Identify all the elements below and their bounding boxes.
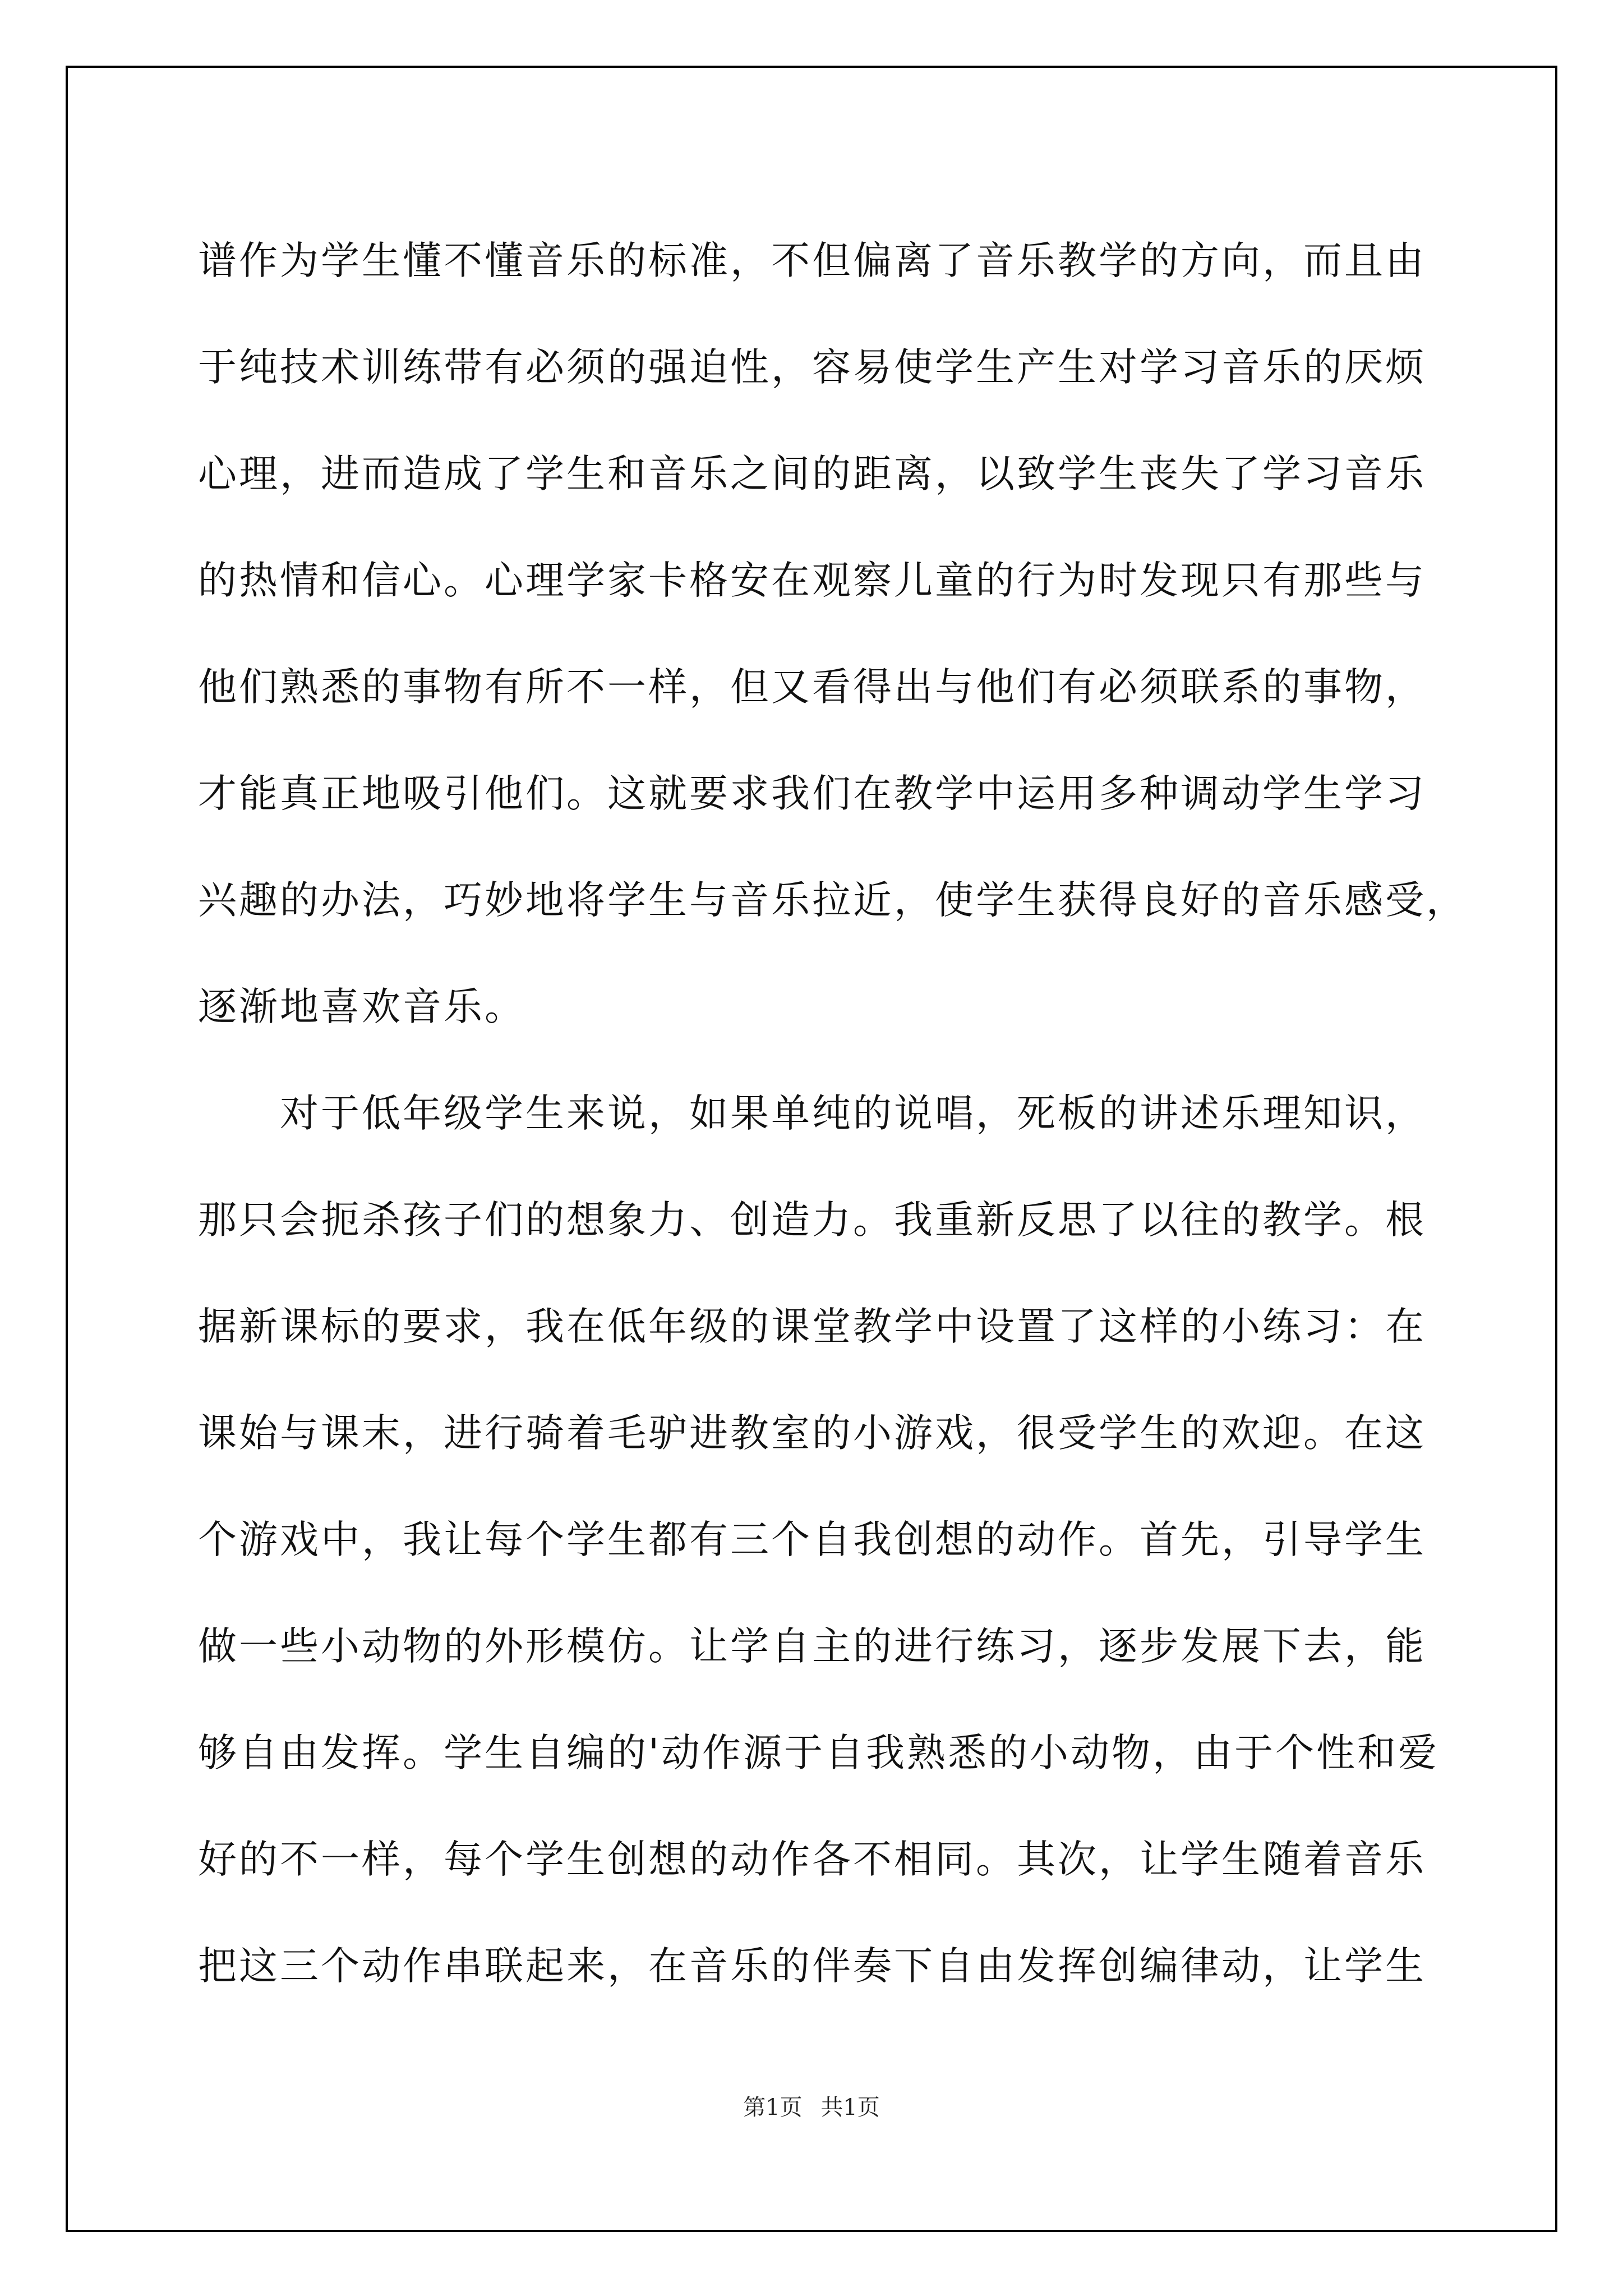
body-text: [198, 208, 1467, 2019]
text-line: 那只会扼杀孩子们的想象力、创造力。我重新反思了以往的教学。根: [198, 1198, 1426, 1243]
text-line: 个游戏中，我让每个学生都有三个自我创想的动作。首先，引导学生: [198, 1517, 1426, 1562]
text-line: 对于低年级学生来说，如果单纯的说唱，死板的讲述乐理知识，: [198, 1091, 1426, 1136]
text-line: 够自由发挥。学生自编的'动作源于自我熟悉的小动物，由于个性和爱: [198, 1731, 1439, 1775]
text-line: 谱作为学生懂不懂音乐的标准，不但偏离了音乐教学的方向，而且由: [198, 238, 1426, 283]
text-line: 心理，进而造成了学生和音乐之间的距离，以致学生丧失了学习音乐: [198, 452, 1426, 496]
text-line: 做一些小动物的外形模仿。让学自主的进行练习，逐步发展下去，能: [198, 1624, 1426, 1669]
text-line: 把这三个动作串联起来，在音乐的伴奏下自由发挥创编律动，让学生: [198, 1944, 1426, 1989]
page-number: 第1页: [743, 2095, 803, 2120]
page-total: 共1页: [820, 2095, 880, 2120]
text-line: 据新课标的要求，我在低年级的课堂教学中设置了这样的小练习：在: [198, 1304, 1426, 1349]
text-line: 课始与课末，进行骑着毛驴进教室的小游戏，很受学生的欢迎。在这: [198, 1411, 1426, 1456]
text-line: 才能真正地吸引他们。这就要求我们在教学中运用多种调动学生学习: [198, 771, 1426, 816]
text-line: 的热情和信心。心理学家卡格安在观察儿童的行为时发现只有那些与: [198, 558, 1426, 603]
text-line: 好的不一样，每个学生创想的动作各不相同。其次，让学生随着音乐: [198, 1837, 1426, 1882]
page-footer: [0, 2090, 1623, 2122]
text-line: 他们熟悉的事物有所不一样，但又看得出与他们有必须联系的事物，: [198, 665, 1426, 710]
text-line: 逐渐地喜欢音乐。: [198, 984, 525, 1029]
text-line: 于纯技术训练带有必须的强迫性，容易使学生产生对学习音乐的厌烦: [198, 345, 1426, 390]
text-line: 兴趣的办法，巧妙地将学生与音乐拉近，使学生获得良好的音乐感受，: [198, 878, 1467, 923]
